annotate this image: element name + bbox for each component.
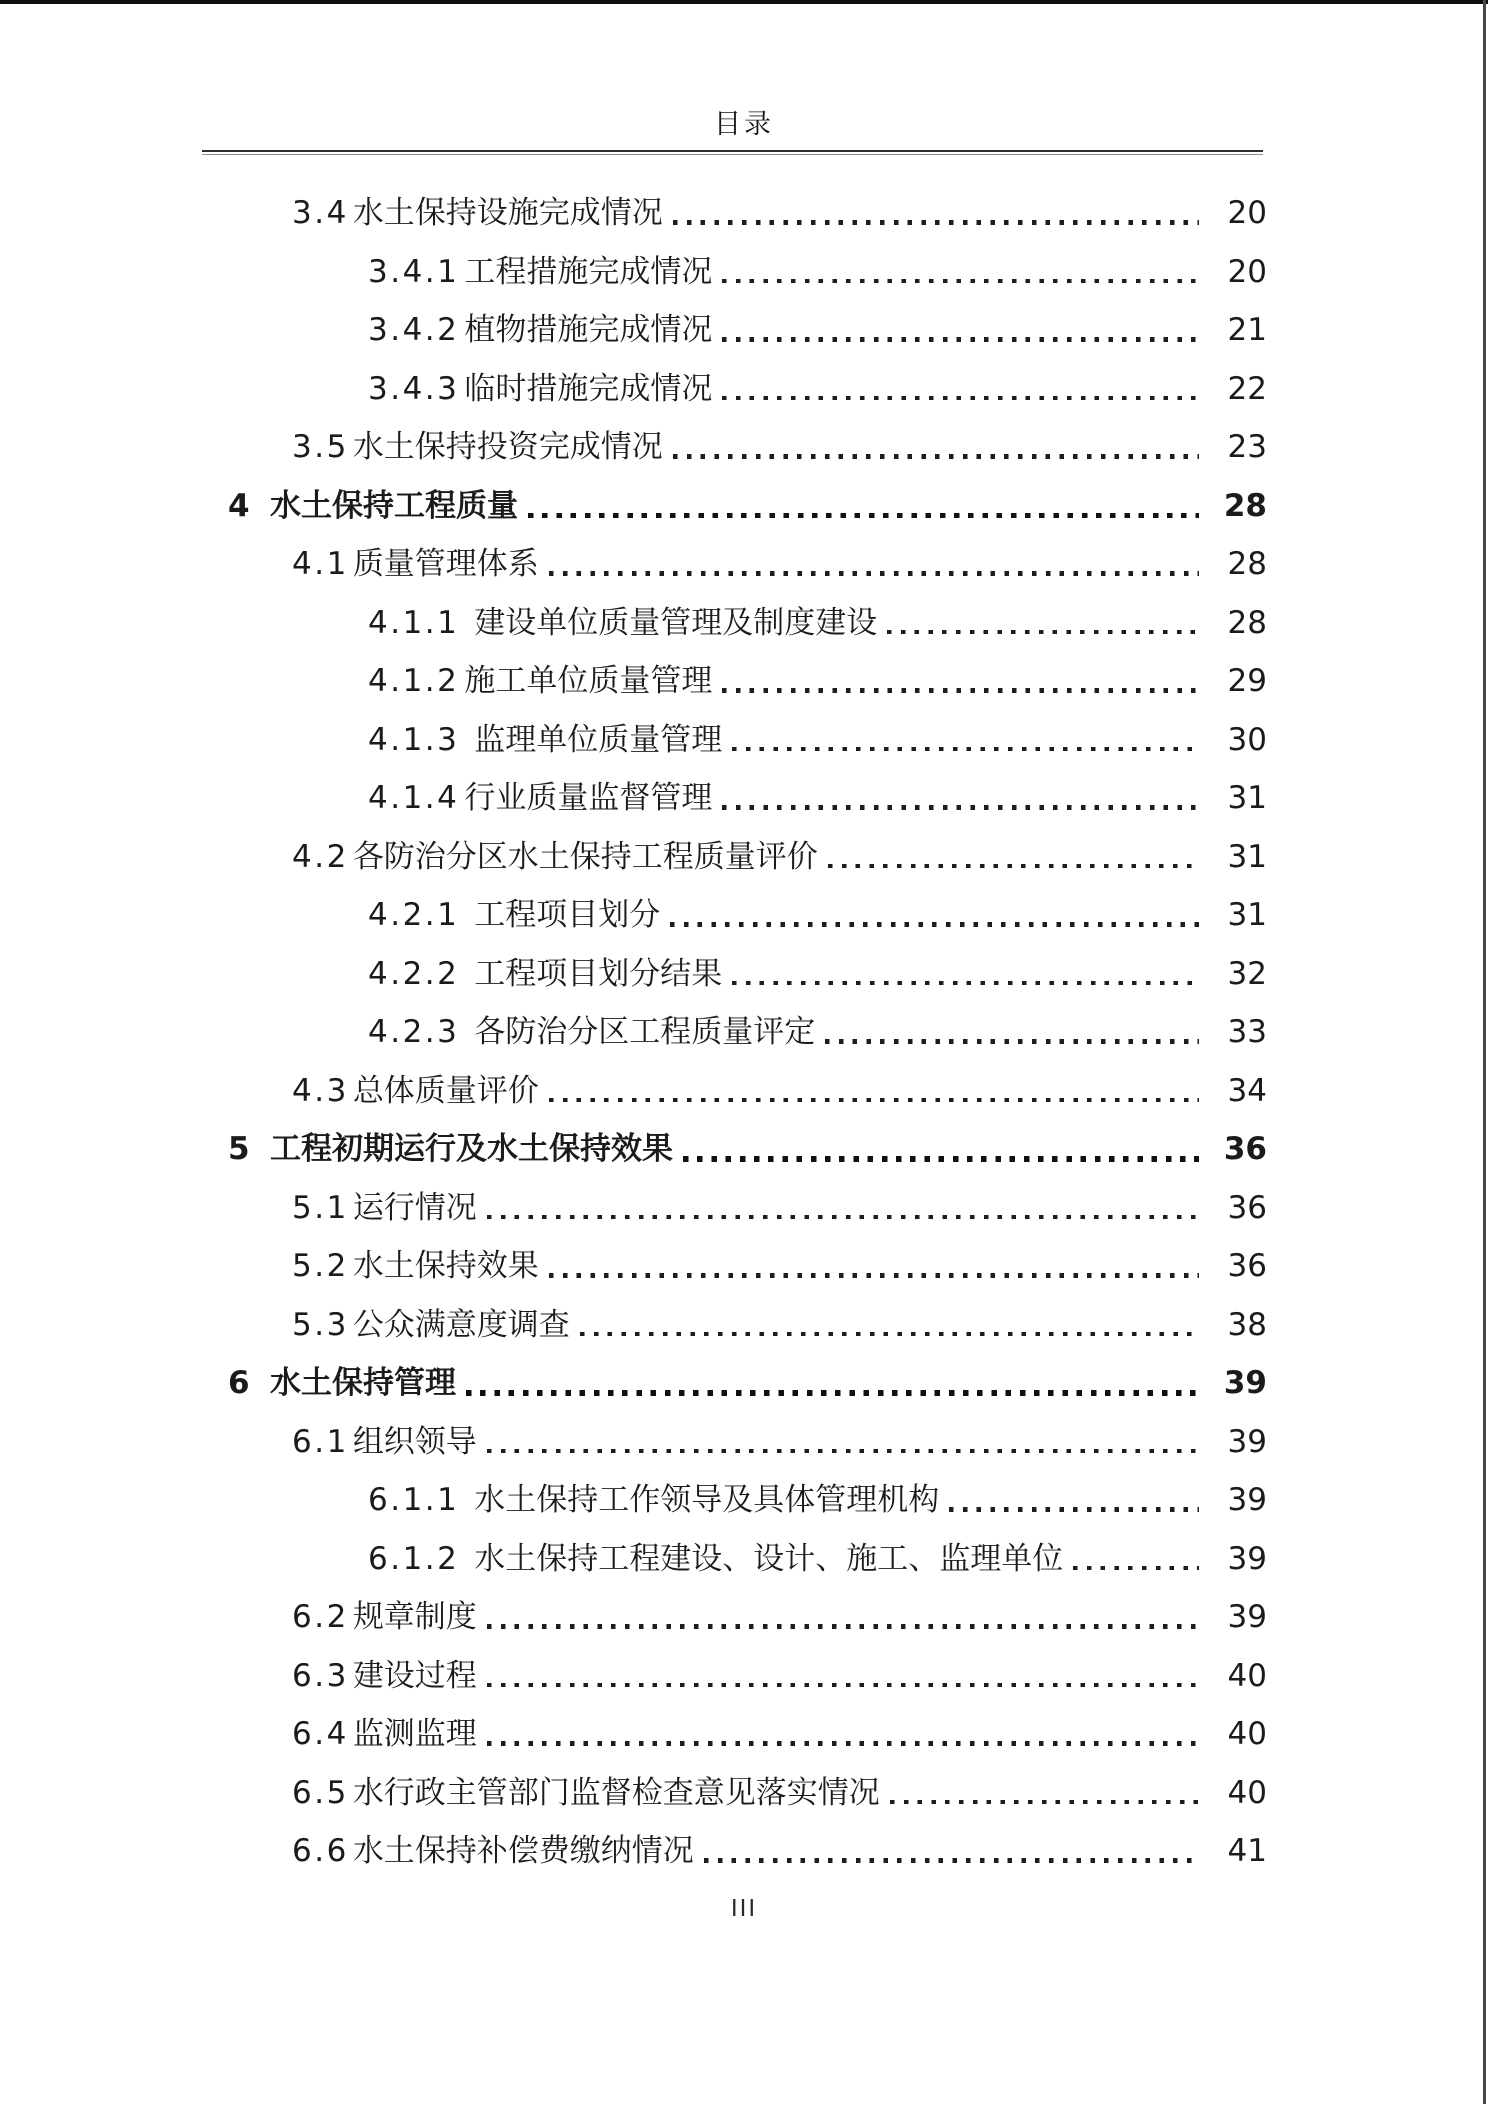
toc-entry-page-number: 20 [1227, 253, 1267, 290]
toc-entry-label [292, 1062, 539, 1121]
toc-entry-number: 6.1.1 [368, 1482, 460, 1518]
header-rule [202, 150, 1263, 155]
toc-entry[interactable] [0, 1705, 1267, 1764]
toc-entry[interactable] [0, 1764, 1267, 1823]
toc-entry-title: 监理单位质量管理 [464, 721, 723, 758]
toc-entry[interactable] [0, 1179, 1267, 1238]
right-edge-bar [1483, 0, 1486, 2104]
toc-entry-title: 建设过程 [352, 1657, 477, 1694]
toc-entry-label [228, 1354, 456, 1413]
toc-entry-number: 4.1.3 [368, 721, 460, 758]
top-edge-bar [0, 0, 1488, 4]
dot-leader [818, 828, 1213, 887]
dot-leader [539, 1062, 1213, 1121]
toc-entry-page-number: 40 [1227, 1716, 1267, 1752]
dot-leader [477, 1705, 1213, 1764]
toc-entry[interactable] [0, 652, 1267, 711]
toc-entry-number: 4.1.1 [368, 604, 460, 641]
toc-entry[interactable] [0, 1413, 1267, 1472]
toc-entry-label [368, 886, 660, 945]
dot-leader [477, 1179, 1213, 1238]
dot-leader [815, 1003, 1213, 1062]
toc-entry-number: 4 [228, 487, 250, 524]
toc-entry-label [292, 184, 663, 243]
toc-entry[interactable] [0, 1530, 1267, 1589]
dot-leader [694, 1822, 1213, 1881]
toc-entry-title: 运行情况 [352, 1189, 477, 1226]
toc-entry-title: 公众满意度调查 [352, 1306, 570, 1343]
toc-entry-label [368, 711, 722, 770]
dot-leader [712, 360, 1213, 419]
toc-entry-label [368, 360, 712, 419]
toc-entry-number: 6 [228, 1365, 250, 1401]
toc-entry[interactable] [0, 535, 1267, 594]
dot-leader [722, 945, 1213, 1004]
toc-entry[interactable] [0, 243, 1267, 302]
dot-leader [477, 1647, 1213, 1706]
toc-entry[interactable] [0, 184, 1267, 243]
toc-entry-number: 6.4 [292, 1716, 349, 1752]
toc-entry[interactable] [0, 1822, 1267, 1881]
toc-entry-label [292, 1179, 477, 1238]
toc-entry[interactable] [0, 1237, 1267, 1296]
toc-entry-title: 监测监理 [352, 1716, 477, 1752]
toc-entry-title: 总体质量评价 [352, 1072, 539, 1109]
dot-leader [660, 886, 1213, 945]
toc-entry-number: 3.4.2 [368, 312, 460, 348]
footer-page-number: III [730, 1896, 758, 1922]
toc-entry-label [368, 594, 877, 653]
toc-entry-page-number: 38 [1227, 1306, 1267, 1343]
dot-leader [939, 1471, 1213, 1530]
toc-entry-number: 3.4.1 [368, 253, 460, 290]
toc-entry[interactable] [0, 886, 1267, 945]
toc-entry-number: 4.2.2 [368, 955, 460, 992]
dot-leader [712, 652, 1213, 711]
dot-leader [570, 1296, 1213, 1355]
toc-entry-page-number: 39 [1227, 1423, 1267, 1460]
toc-entry[interactable] [0, 301, 1267, 360]
toc-entry-label [292, 828, 818, 887]
toc-entry-page-number: 31 [1227, 780, 1267, 816]
toc-entry-label [292, 1296, 570, 1355]
toc-entry-label [368, 1003, 815, 1062]
toc-entry-label [292, 1237, 539, 1296]
toc-entry-number: 4.2.1 [368, 897, 460, 933]
dot-leader [712, 769, 1213, 828]
toc-entry-title: 工程项目划分 [464, 897, 661, 933]
toc-entry[interactable] [0, 769, 1267, 828]
toc-entry-number: 3.5 [292, 429, 349, 465]
toc-entry-title: 水土保持工作领导及具体管理机构 [464, 1482, 940, 1518]
toc-entry-title: 水土保持工程质量 [270, 487, 518, 524]
toc-entry[interactable] [0, 1062, 1267, 1121]
toc-entry-number: 5 [228, 1131, 250, 1167]
toc-entry-label [292, 535, 539, 594]
toc-entry-label [292, 418, 663, 477]
dot-leader [712, 301, 1213, 360]
toc-entry-page-number: 29 [1227, 663, 1267, 699]
toc-entry-page-number: 30 [1227, 721, 1267, 758]
dot-leader [539, 535, 1213, 594]
toc-entry-page-number: 23 [1227, 429, 1267, 465]
toc-entry-page-number: 22 [1227, 370, 1267, 407]
toc-entry[interactable] [0, 711, 1267, 770]
toc-entry-page-number: 28 [1227, 546, 1267, 582]
toc-entry-number: 6.5 [292, 1774, 349, 1811]
toc-entry-number: 3.4.3 [368, 370, 460, 407]
toc-entry-number: 6.6 [292, 1833, 349, 1869]
dot-leader [880, 1764, 1213, 1823]
toc-entry-page-number: 36 [1223, 1131, 1267, 1167]
toc-entry-page-number: 28 [1223, 487, 1267, 524]
toc-entry-title: 质量管理体系 [352, 546, 539, 582]
toc-entry-label [368, 1530, 1063, 1589]
toc-entry-title: 水土保持工程建设、设计、施工、监理单位 [464, 1540, 1064, 1577]
toc-entry-title: 组织领导 [352, 1423, 477, 1460]
toc-entry-label [292, 1822, 694, 1881]
toc-entry-page-number: 40 [1227, 1774, 1267, 1811]
toc-entry[interactable] [0, 945, 1267, 1004]
toc-entry-number: 4.1 [292, 546, 349, 582]
toc-entry-page-number: 41 [1227, 1833, 1267, 1869]
toc-entry-number: 4.1.2 [368, 663, 460, 699]
toc-entry-label [292, 1764, 880, 1823]
toc-entry-number: 6.2 [292, 1599, 349, 1635]
toc-entry-title: 各防治分区工程质量评定 [464, 1014, 816, 1050]
toc-entry-number: 6.3 [292, 1657, 349, 1694]
dot-leader [477, 1588, 1213, 1647]
toc-entry-label [368, 1471, 939, 1530]
toc-entry[interactable] [0, 360, 1267, 419]
toc-entry-title: 工程初期运行及水土保持效果 [270, 1131, 673, 1167]
toc-entry-label [292, 1588, 477, 1647]
toc-entry-number: 5.1 [292, 1189, 349, 1226]
toc-list [0, 184, 1267, 1881]
toc-entry[interactable] [0, 594, 1267, 653]
toc-entry[interactable] [0, 418, 1267, 477]
toc-entry-label [368, 301, 712, 360]
dot-leader [877, 594, 1213, 653]
toc-entry-page-number: 31 [1227, 897, 1267, 933]
toc-entry[interactable] [0, 1296, 1267, 1355]
toc-entry[interactable] [0, 1647, 1267, 1706]
toc-entry-label [368, 769, 712, 828]
toc-entry-title: 水行政主管部门监督检查意见落实情况 [352, 1774, 880, 1811]
toc-entry-page-number: 39 [1227, 1540, 1267, 1577]
toc-entry-title: 规章制度 [352, 1599, 477, 1635]
toc-entry[interactable] [0, 1003, 1267, 1062]
dot-leader [663, 418, 1213, 477]
toc-entry-page-number: 36 [1227, 1248, 1267, 1284]
toc-entry-page-number: 28 [1227, 604, 1267, 641]
toc-entry-label [292, 1647, 477, 1706]
toc-entry-label [292, 1705, 477, 1764]
toc-entry-number: 5.3 [292, 1306, 349, 1343]
toc-entry-title: 水土保持管理 [270, 1365, 456, 1401]
toc-entry-page-number: 31 [1227, 838, 1267, 875]
toc-entry-title: 水土保持设施完成情况 [352, 195, 663, 231]
dot-leader [539, 1237, 1213, 1296]
dot-leader [1063, 1530, 1213, 1589]
dot-leader [518, 477, 1213, 536]
toc-entry-page-number: 39 [1223, 1365, 1267, 1401]
toc-entry-page-number: 34 [1227, 1072, 1267, 1109]
toc-entry-number: 4.2.3 [368, 1014, 460, 1050]
toc-entry-page-number: 33 [1227, 1014, 1267, 1050]
toc-entry-number: 4.1.4 [368, 780, 460, 816]
dot-leader [712, 243, 1213, 302]
toc-entry[interactable] [0, 1120, 1267, 1179]
toc-entry-number: 4.2 [292, 838, 349, 875]
toc-entry-label [292, 1413, 477, 1472]
toc-entry[interactable] [0, 1354, 1267, 1413]
toc-entry-title: 行业质量监督管理 [464, 780, 713, 816]
dot-leader [673, 1120, 1213, 1179]
dot-leader [456, 1354, 1213, 1413]
toc-entry-label [368, 243, 712, 302]
toc-entry-page-number: 36 [1227, 1189, 1267, 1226]
toc-entry-title: 工程项目划分结果 [464, 955, 723, 992]
toc-entry-number: 3.4 [292, 195, 349, 231]
toc-entry-label [228, 1120, 673, 1179]
toc-entry-title: 水土保持效果 [352, 1248, 539, 1284]
toc-entry-title: 各防治分区水土保持工程质量评价 [352, 838, 818, 875]
toc-entry-title: 临时措施完成情况 [464, 370, 713, 407]
toc-entry[interactable] [0, 477, 1267, 536]
dot-leader [722, 711, 1213, 770]
toc-entry-number: 6.1 [292, 1423, 349, 1460]
toc-entry-title: 建设单位质量管理及制度建设 [464, 604, 878, 641]
toc-entry-page-number: 39 [1227, 1482, 1267, 1518]
dot-leader [663, 184, 1213, 243]
toc-entry-page-number: 39 [1227, 1599, 1267, 1635]
toc-entry-title: 工程措施完成情况 [464, 253, 713, 290]
toc-entry-label [368, 945, 722, 1004]
toc-entry-title: 植物措施完成情况 [464, 312, 713, 348]
toc-entry[interactable] [0, 1471, 1267, 1530]
toc-entry-page-number: 21 [1227, 312, 1267, 348]
toc-entry-title: 施工单位质量管理 [464, 663, 713, 699]
toc-entry-label [228, 477, 518, 536]
toc-entry-page-number: 40 [1227, 1657, 1267, 1694]
toc-entry-number: 5.2 [292, 1248, 349, 1284]
toc-entry-number: 6.1.2 [368, 1540, 460, 1577]
toc-entry-title: 水土保持补偿费缴纳情况 [352, 1833, 694, 1869]
toc-entry-number: 4.3 [292, 1072, 349, 1109]
toc-entry-label [368, 652, 712, 711]
toc-entry-title: 水土保持投资完成情况 [352, 429, 663, 465]
page-title: 目录 [714, 109, 774, 140]
toc-entry[interactable] [0, 1588, 1267, 1647]
toc-entry-page-number: 20 [1227, 195, 1267, 231]
toc-entry-page-number: 32 [1227, 955, 1267, 992]
dot-leader [477, 1413, 1213, 1472]
toc-entry[interactable] [0, 828, 1267, 887]
